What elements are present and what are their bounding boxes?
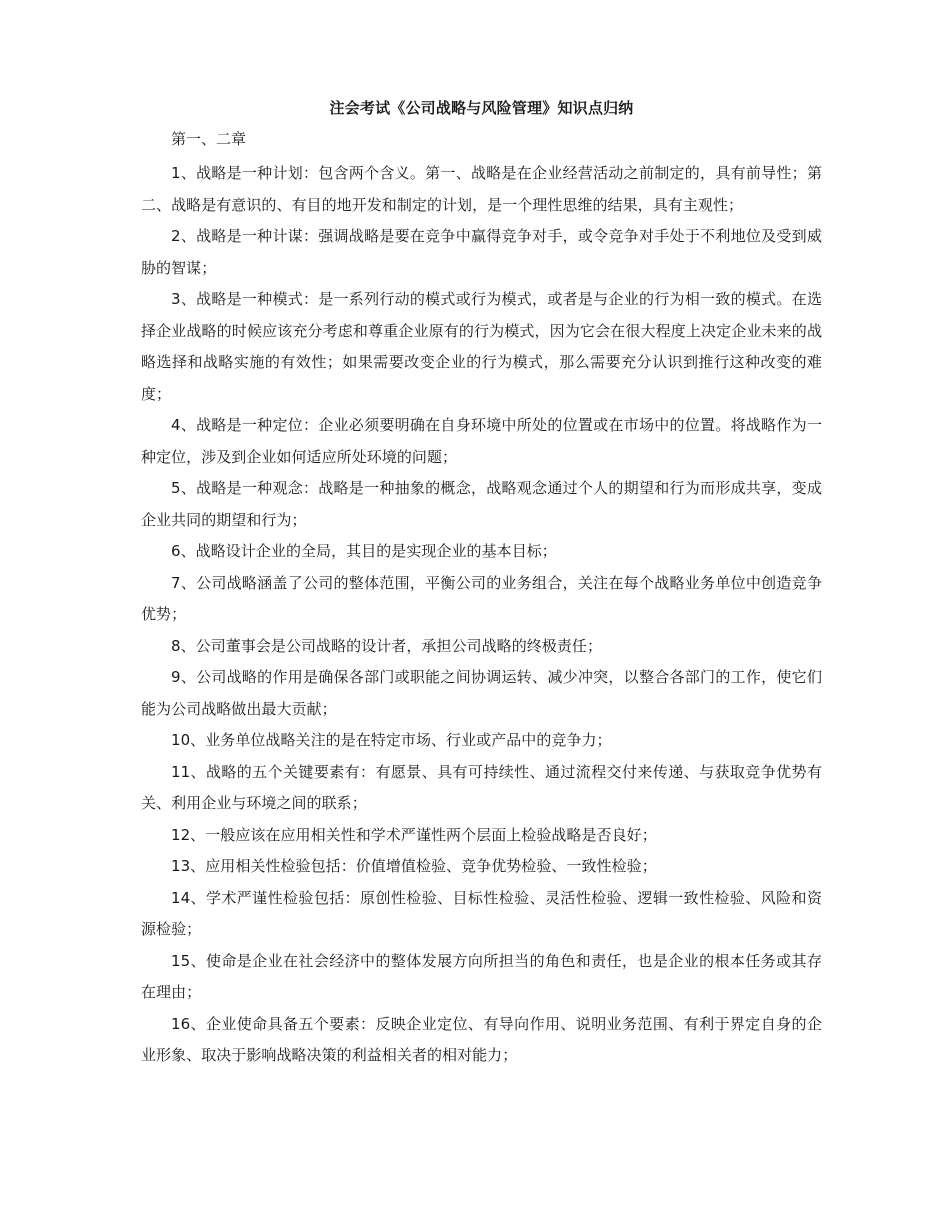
paragraph-15: 15、使命是企业在社会经济中的整体发展方向所担当的角色和责任，也是企业的根本任务或其存在理由； [141, 951, 822, 1001]
paragraph-7: 7、公司战略涵盖了公司的整体范围，平衡公司的业务组合，关注在每个战略业务单位中创造竞争优势； [141, 573, 822, 623]
paragraph-4: 4、战略是一种定位：企业必须要明确在自身环境中所处的位置或在市场中的位置。将战略作为一种定位，涉及到企业如何适应所处环境的问题； [141, 416, 822, 466]
chapter-heading: 第一、二章 [171, 130, 247, 148]
paragraph-8: 8、公司董事会是公司战略的设计者，承担公司战略的终极责任； [171, 636, 602, 655]
paragraph-16: 16、企业使命具备五个要素：反映企业定位、有导向作用、说明业务范围、有利于界定自身的企业形象、取决于影响战略决策的利益相关者的相对能力； [141, 1014, 822, 1064]
paragraph-12: 12、一般应该在应用相关性和学术严谨性两个层面上检验战略是否良好； [171, 825, 657, 844]
paragraph-10: 10、业务单位战略关注的是在特定市场、行业或产品中的竞争力； [171, 731, 612, 749]
page-title: 注会考试《公司战略与风险管理》知识点归纳 [329, 99, 634, 117]
paragraph-9: 9、公司战略的作用是确保各部门或职能之间协调运转、减少冲突，以整合各部门的工作，使它们能为公司战略做出最大贡献； [141, 668, 822, 718]
paragraph-5: 5、战略是一种观念：战略是一种抽象的概念，战略观念通过个人的期望和行为而形成共享，变成企业共同的期望和行为； [141, 479, 822, 529]
paragraph-14: 14、学术严谨性检验包括：原创性检验、目标性检验、灵活性检验、逻辑一致性检验、风险和资源检验； [141, 888, 822, 938]
paragraph-1: 1、战略是一种计划：包含两个含义。第一、战略是在企业经营活动之前制定的，具有前导性；第二、战略是有意识的、有目的地开发和制定的计划，是一个理性思维的结果，具有主观性； [141, 164, 822, 214]
document-page [141, 96, 822, 1072]
paragraph-11: 11、战略的五个关键要素有：有愿景、具有可持续性、通过流程交付来传递、与获取竞争优势有关、利用企业与环境之间的联系； [141, 762, 822, 812]
paragraph-3: 3、战略是一种模式：是一系列行动的模式或行为模式，或者是与企业的行为相一致的模式。在选择企业战略的时候应该充分考虑和尊重企业原有的行为模式，因为它会在很大程度上决定企业未来的战略选择和战略实施的有效性；如果需要改变企业的行为模式，那么需要充分认识到推行这种改变的难度； [141, 290, 822, 403]
paragraph-2: 2、战略是一种计谋：强调战略是要在竞争中赢得竞争对手，或令竞争对手处于不利地位及受到威胁的智谋； [141, 227, 822, 277]
paragraph-6: 6、战略设计企业的全局，其目的是实现企业的基本目标； [171, 542, 557, 560]
paragraph-13: 13、应用相关性检验包括：价值增值检验、竞争优势检验、一致性检验； [171, 857, 657, 875]
